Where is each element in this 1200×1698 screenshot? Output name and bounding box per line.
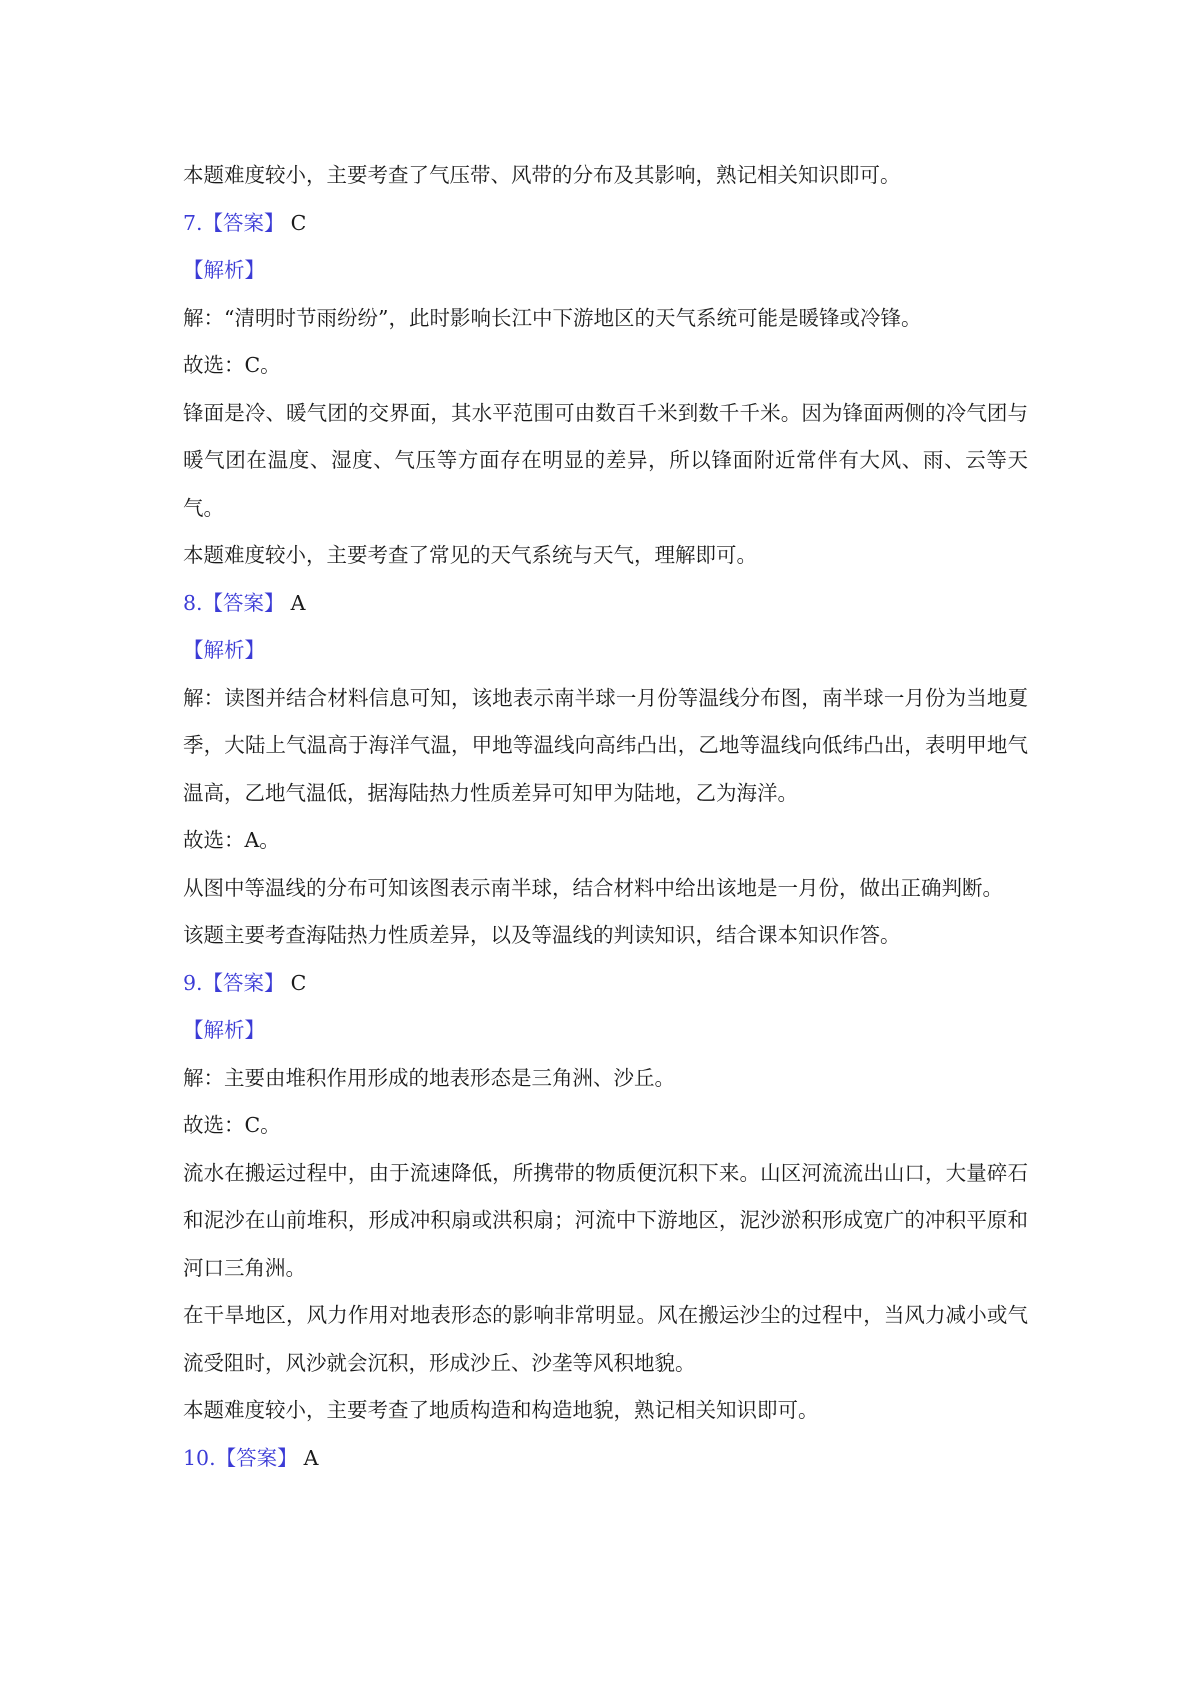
choice-paragraph: 故选：C。 — [183, 353, 281, 377]
explanation-paragraph: 在干旱地区，风力作用对地表形态的影响非常明显。风在搬运沙尘的过程中，当风力减小或气流受阻时，风沙就会沉积，形成沙丘、沙垄等风积地貌。 — [183, 1303, 1028, 1375]
answer-value: A — [290, 590, 306, 615]
answer-label: 10.【答案】 — [183, 1445, 298, 1470]
summary-paragraph: 本题难度较小，主要考查了常见的天气系统与天气，理解即可。 — [183, 543, 757, 567]
answer-line-q9 — [183, 960, 1028, 1008]
explanation-paragraph: 流水在搬运过程中，由于流速降低，所携带的物质便沉积下来。山区河流流出山口，大量碎石和泥沙在山前堆积，形成冲积扇或洪积扇；河流中下游地区，泥沙淤积形成宽广的冲积平原和河口三角洲。 — [183, 1160, 1028, 1280]
analysis-heading: 【解析】 — [183, 1018, 265, 1042]
answer-label: 7.【答案】 — [183, 210, 285, 235]
answer-value: C — [290, 210, 307, 235]
solution-paragraph: 解：读图并结合材料信息可知，该地表示南半球一月份等温线分布图，南半球一月份为当地夏季，大陆上气温高于海洋气温，甲地等温线向高纬凸出，乙地等温线向低纬凸出，表明甲地气温高，乙地气温低，据海陆热力性质差异可知甲为陆地，乙为海洋。 — [183, 685, 1028, 805]
answer-label: 8.【答案】 — [183, 590, 285, 615]
analysis-heading: 【解析】 — [183, 258, 265, 282]
answer-line-q10 — [183, 1435, 1028, 1483]
summary-paragraph: 该题主要考查海陆热力性质差异，以及等温线的判读知识，结合课本知识作答。 — [183, 923, 901, 947]
analysis-heading: 【解析】 — [183, 638, 265, 662]
summary-paragraph: 本题难度较小，主要考查了气压带、风带的分布及其影响，熟记相关知识即可。 — [183, 163, 901, 187]
summary-paragraph: 本题难度较小，主要考查了地质构造和构造地貌，熟记相关知识即可。 — [183, 1398, 819, 1422]
answer-label: 9.【答案】 — [183, 970, 285, 995]
answer-line-q7 — [183, 200, 1028, 248]
answer-value: A — [303, 1445, 319, 1470]
answer-value: C — [290, 970, 307, 995]
solution-paragraph: 解：“清明时节雨纷纷”，此时影响长江中下游地区的天气系统可能是暖锋或冷锋。 — [183, 305, 922, 330]
explanation-paragraph: 从图中等温线的分布可知该图表示南半球，结合材料中给出该地是一月份，做出正确判断。 — [183, 875, 1003, 900]
answer-explanations — [183, 152, 1028, 1482]
choice-paragraph: 故选：C。 — [183, 1113, 281, 1137]
solution-paragraph: 解：主要由堆积作用形成的地表形态是三角洲、沙丘。 — [183, 1065, 675, 1090]
answer-line-q8 — [183, 580, 1028, 628]
choice-paragraph: 故选：A。 — [183, 828, 280, 852]
explanation-paragraph: 锋面是冷、暖气团的交界面，其水平范围可由数百千米到数千千米。因为锋面两侧的冷气团与暖气团在温度、湿度、气压等方面存在明显的差异，所以锋面附近常伴有大风、雨、云等天气。 — [183, 400, 1028, 520]
